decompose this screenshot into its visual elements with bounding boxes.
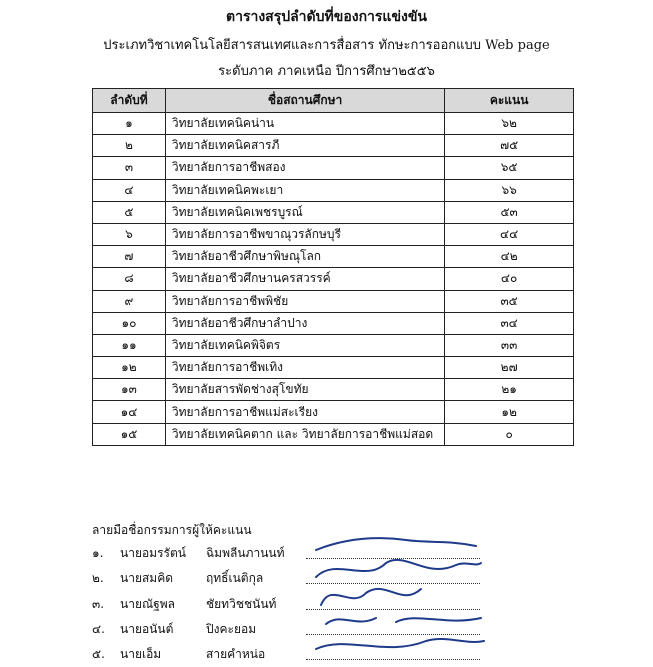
rank-cell: ๘: [93, 268, 166, 290]
judge-last-name: ฤทธิ์เนติกุล: [206, 571, 264, 585]
school-name-cell: วิทยาลัยเทคนิคน่าน: [165, 113, 444, 135]
score-cell: ๑๒: [445, 401, 574, 423]
judge-number: ๓.: [92, 597, 105, 611]
rank-cell: ๑๐: [93, 312, 166, 334]
score-cell: ๖๖: [445, 179, 574, 201]
table-row: [93, 423, 574, 445]
judge-last-name: สายคำหน่อ: [206, 647, 266, 661]
score-cell: ๔๔: [445, 223, 574, 245]
score-cell: ๓๔: [445, 312, 574, 334]
header-rank: ลำดับที่: [93, 89, 166, 113]
school-name-cell: วิทยาลัยการอาชีพแม่สะเรียง: [165, 401, 444, 423]
school-name-cell: วิทยาลัยเทคนิคตาก และ วิทยาลัยการอาชีพแม่สอด: [165, 423, 444, 445]
school-name-cell: วิทยาลัยอาชีวศึกษาพิษณุโลก: [165, 246, 444, 268]
rank-cell: ๙: [93, 290, 166, 312]
table-row: [93, 379, 574, 401]
table-row: [93, 268, 574, 290]
rank-cell: ๑๕: [93, 423, 166, 445]
rank-cell: ๖: [93, 223, 166, 245]
table-row: [93, 357, 574, 379]
rank-cell: ๑: [93, 113, 166, 135]
handwritten-signature: [306, 629, 486, 663]
judge-first-name: นายอมรรัตน์: [120, 546, 186, 560]
signatures-heading: ลายมือชื่อกรรมการผู้ให้คะแนน: [92, 523, 252, 537]
rank-cell: ๒: [93, 135, 166, 157]
table-row: [93, 334, 574, 356]
ranking-table: [92, 88, 574, 446]
table-row: [93, 113, 574, 135]
rank-cell: ๗: [93, 246, 166, 268]
school-name-cell: วิทยาลัยเทคนิคเพชรบูรณ์: [165, 201, 444, 223]
rank-cell: ๔: [93, 179, 166, 201]
table-row: [93, 157, 574, 179]
judge-last-name: ฉิมพลีนภานนท์: [206, 546, 285, 560]
score-cell: ๓๓: [445, 334, 574, 356]
school-name-cell: วิทยาลัยการอาชีพขาณุวรลักษบุรี: [165, 223, 444, 245]
score-cell: ๔๒: [445, 246, 574, 268]
judge-last-name: ชัยทวิชชนันท์: [206, 597, 277, 611]
judge-first-name: นายเอ็ม: [120, 647, 162, 661]
header-score: คะแนน: [445, 89, 574, 113]
school-name-cell: วิทยาลัยอาชีวศึกษานครสวรรค์: [165, 268, 444, 290]
table-row: [93, 179, 574, 201]
school-name-cell: วิทยาลัยสารพัดช่างสุโขทัย: [165, 379, 444, 401]
judge-number: ๑.: [92, 546, 104, 560]
rank-cell: ๕: [93, 201, 166, 223]
document-subtitle: ประเภทวิชาเทคโนโลยีสารสนเทศและการสื่อสาร ทักษะการออกแบบ Web page: [103, 38, 550, 53]
rank-cell: ๓: [93, 157, 166, 179]
table-row: [93, 246, 574, 268]
school-name-cell: วิทยาลัยเทคนิคพิจิตร: [165, 334, 444, 356]
score-cell: ๗๕: [445, 135, 574, 157]
document-level-year: ระดับภาค ภาคเหนือ ปีการศึกษา๒๕๕๖: [218, 64, 435, 79]
score-cell: ๖๕: [445, 157, 574, 179]
table-header-row: [93, 89, 574, 113]
school-name-cell: วิทยาลัยเทคนิคพะเยา: [165, 179, 444, 201]
score-cell: ๕๓: [445, 201, 574, 223]
table-row: [93, 223, 574, 245]
school-name-cell: วิทยาลัยเทคนิคสารภี: [165, 135, 444, 157]
rank-cell: ๑๒: [93, 357, 166, 379]
table-row: [93, 312, 574, 334]
judge-first-name: นายสมคิด: [120, 571, 174, 585]
table-row: [93, 201, 574, 223]
header-school-name: ชื่อสถานศึกษา: [165, 89, 444, 113]
judge-last-name: ปิงคะยอม: [206, 622, 257, 636]
score-cell: ๐: [445, 423, 574, 445]
score-cell: ๖๒: [445, 113, 574, 135]
school-name-cell: วิทยาลัยอาชีวศึกษาลำปาง: [165, 312, 444, 334]
rank-cell: ๑๓: [93, 379, 166, 401]
rank-cell: ๑๑: [93, 334, 166, 356]
score-cell: ๒๗: [445, 357, 574, 379]
table-row: [93, 135, 574, 157]
score-cell: ๔๐: [445, 268, 574, 290]
table-row: [93, 401, 574, 423]
school-name-cell: วิทยาลัยการอาชีพพิชัย: [165, 290, 444, 312]
rank-cell: ๑๔: [93, 401, 166, 423]
signature-row: [92, 645, 492, 667]
judge-first-name: นายณัฐพล: [120, 597, 175, 611]
judge-first-name: นายอนันต์: [120, 622, 174, 636]
table-row: [93, 290, 574, 312]
score-cell: ๒๑: [445, 379, 574, 401]
document-title: ตารางสรุปลำดับที่ของการแข่งขัน: [225, 9, 427, 25]
school-name-cell: วิทยาลัยการอาชีพเทิง: [165, 357, 444, 379]
judge-number: ๒.: [92, 571, 104, 585]
judge-number: ๔.: [92, 622, 105, 636]
judge-number: ๕.: [92, 647, 105, 661]
score-cell: ๓๕: [445, 290, 574, 312]
school-name-cell: วิทยาลัยการอาชีพสอง: [165, 157, 444, 179]
